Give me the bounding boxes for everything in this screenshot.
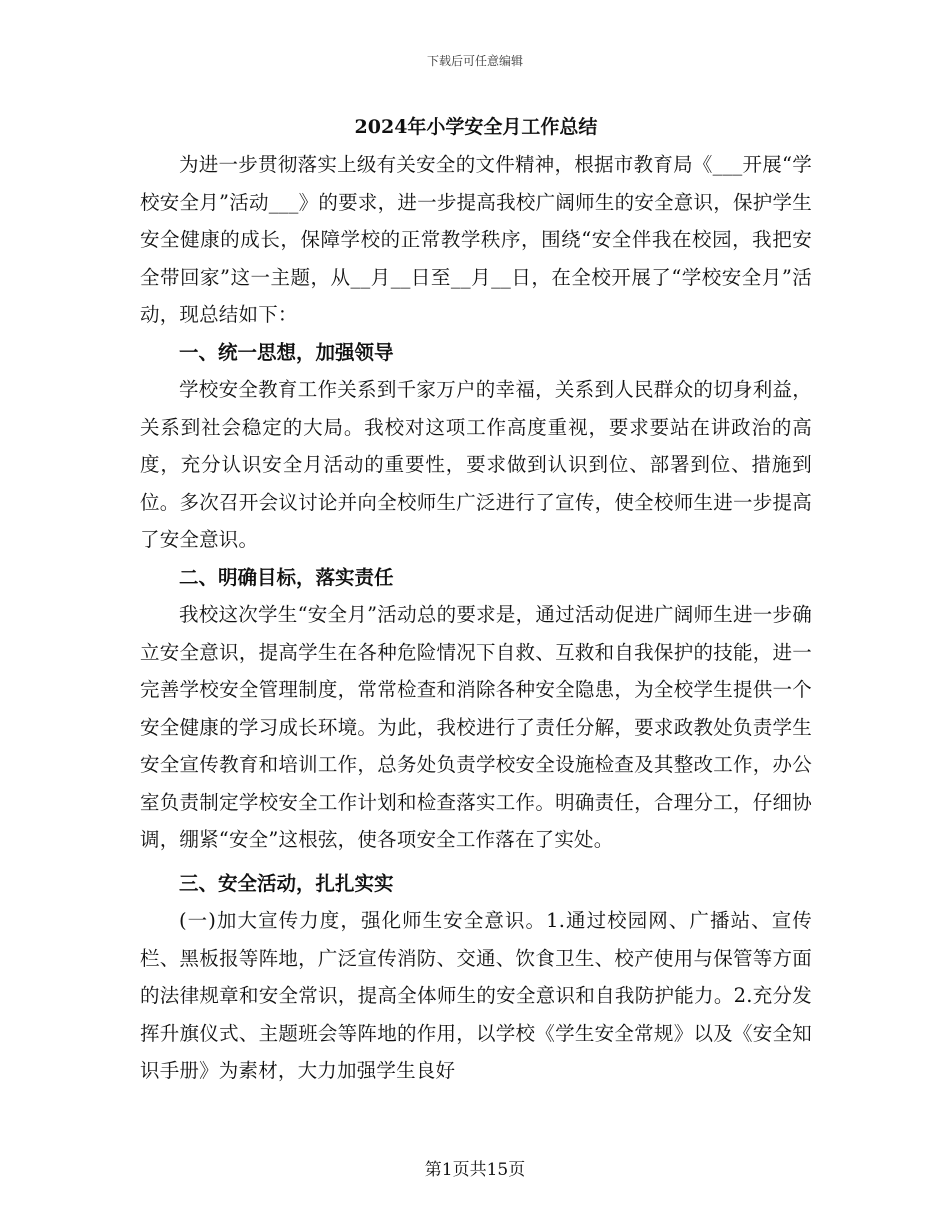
page-number: 第1页共15页 (424, 1160, 526, 1180)
section-heading-1: 一、统一思想，加强领导 (179, 340, 394, 364)
section-body-3: (一)加大宣传力度，强化师生安全意识。1.通过校园网、广播站、宣传栏、黑板报等阵地，广泛宣传消防、交通、饮食卫生、校产使用与保管等方面的法律规章和安全常识，提高全体师生的安全意识和自我防护能力。2.充分发挥升旗仪式、主题班会等阵地的作用，以学校《学生安全常规》以及《安全知识手册》为素材，大力加强学生良好 (140, 909, 812, 1082)
document-body (140, 108, 812, 1090)
document-title: 2024年小学安全月工作总结 (354, 116, 598, 138)
section-heading-3: 三、安全活动，扎扎实实 (179, 871, 394, 895)
section-heading-2: 二、明确目标，落实责任 (179, 565, 394, 589)
intro-paragraph: 为进一步贯彻落实上级有关安全的文件精神，根据市教育局《___开展“学校安全月”活动___》的要求，进一步提高我校广阔师生的安全意识，保护学生安全健康的成长，保障学校的正常教学秩序，围绕“安全伴我在校园，我把安全带回家”这一主题，从__月__日至__月__日，在全校开展了“学校安全月”活动，现总结如下： (140, 153, 812, 326)
section-body-1: 学校安全教育工作关系到千家万户的幸福，关系到人民群众的切身利益，关系到社会稳定的大局。我校对这项工作高度重视，要求要站在讲政治的高度，充分认识安全月活动的重要性，要求做到认识到位、部署到位、措施到位。多次召开会议讨论并向全校师生广泛进行了宣传，使全校师生进一步提高了安全意识。 (140, 378, 812, 551)
section-body-2: 我校这次学生“安全月”活动总的要求是，通过活动促进广阔师生进一步确立安全意识，提高学生在各种危险情况下自救、互救和自我保护的技能，进一完善学校安全管理制度，常常检查和消除各种安全隐患，为全校学生提供一个安全健康的学习成长环境。为此，我校进行了责任分解，要求政教处负责学生安全宣传教育和培训工作，总务处负责学校安全设施检查及其整改工作，办公室负责制定学校安全工作计划和检查落实工作。明确责任，合理分工，仔细协调，绷紧“安全”这根弦，使各项安全工作落在了实处。 (140, 603, 812, 851)
page-header-note: 下载后可任意编辑 (426, 54, 523, 68)
